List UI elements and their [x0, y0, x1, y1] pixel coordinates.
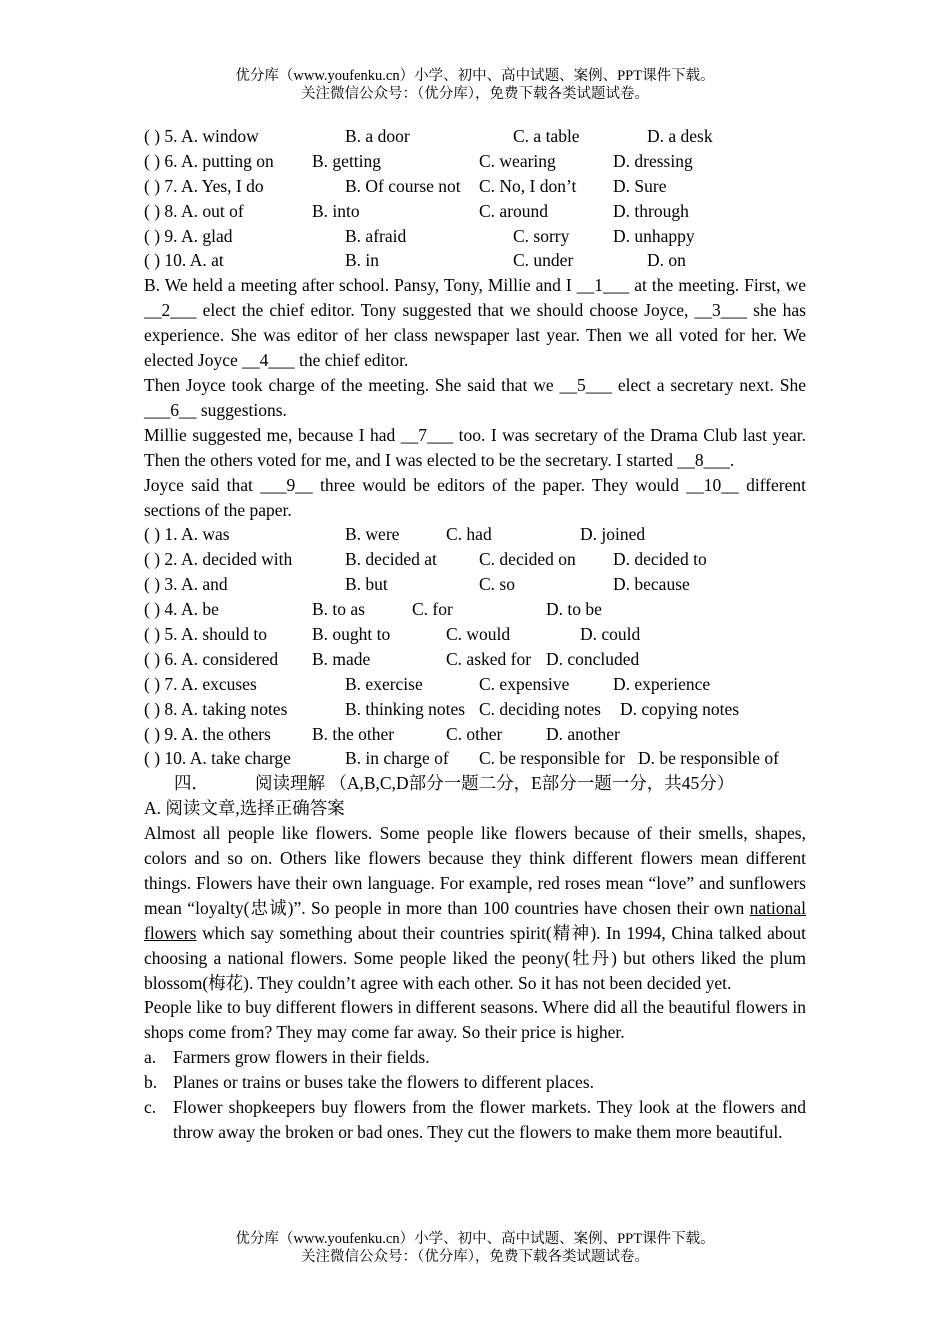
option-row: [144, 522, 806, 547]
question-option-a: ( ) 3. A. and: [144, 574, 228, 595]
option-row: [144, 199, 806, 224]
option-b: B. exercise: [345, 673, 423, 694]
list-marker: b.: [144, 1072, 158, 1093]
reading-a-paragraph-2: People like to buy different flowers in different seasons. Where did all the beautiful flowers in shops come from? They may come far away. So their price is higher.: [144, 997, 806, 1043]
footer-line-2: 关注微信公众号：（优分库），免费下载各类试题试卷。: [301, 1249, 649, 1265]
option-row: [144, 597, 806, 622]
list-item: [144, 1045, 806, 1070]
footer-line-1: 优分库（www.youfenku.cn）小学、初中、高中试题、案例、PPT课件下载。: [235, 1231, 715, 1247]
reading-a-p1-end: which say something about their countries spirit(精神). In 1994, China talked about choosing a national flowers. Some people liked the peony(牡丹) but others liked the plum blossom(梅花). They couldn’t agree with each other. So it has not been decided yet.: [144, 922, 806, 993]
question-option-a: ( ) 9. A. glad: [144, 225, 233, 246]
option-b: B. decided at: [345, 549, 437, 570]
option-b: B. the other: [312, 723, 395, 744]
option-b: B. Of course not: [345, 175, 461, 196]
option-d: D. experience: [613, 673, 711, 694]
option-d: D. through: [613, 200, 689, 221]
option-d: D. another: [546, 723, 620, 744]
section-number: 四．: [174, 773, 209, 794]
option-d: D. be responsible of: [638, 748, 779, 769]
option-row: [144, 647, 806, 672]
list-item: [144, 1070, 806, 1095]
option-d: D. because: [613, 574, 690, 595]
header-line-2: 关注微信公众号：（优分库），免费下载各类试题试卷。: [301, 86, 649, 102]
option-d: D. unhappy: [613, 225, 695, 246]
list-marker: c.: [144, 1097, 157, 1118]
page-footer: [0, 1230, 950, 1266]
option-c: C. No, I don’t: [479, 175, 577, 196]
option-c: C. would: [446, 623, 511, 644]
option-d: D. a desk: [647, 126, 713, 146]
list-text: Flower shopkeepers buy flowers from the flower markets. They look at the flowers and throw away the broken or bad ones. They cut the flowers to make them more beautiful.: [173, 1097, 806, 1142]
question-option-a: ( ) 10. A. at: [144, 250, 224, 271]
option-c: C. asked for: [446, 648, 532, 669]
cloze-b-paragraph-1: B. We held a meeting after school. Pansy, Tony, Millie and I __1___ at the meeting. First, we __2___ elect the chief editor. Tony suggested that we should choose Joyce, __3___ she has experience. She was editor of her class newspaper last year. Then we all voted for her. We elected Joyce __4___ the chief editor.: [144, 275, 806, 371]
header-line-1: 优分库（www.youfenku.cn）小学、初中、高中试题、案例、PPT课件下载。: [235, 68, 715, 84]
option-c: C. under: [513, 250, 574, 271]
question-option-a: ( ) 8. A. taking notes: [144, 698, 288, 719]
option-d: D. decided to: [613, 549, 707, 570]
question-option-a: ( ) 6. A. putting on: [144, 150, 274, 171]
option-row: [144, 672, 806, 697]
option-row: [144, 547, 806, 572]
underlined-national-flowers: national flowers: [144, 897, 806, 943]
option-c: C. around: [479, 200, 549, 221]
option-b: B. to as: [312, 599, 365, 620]
option-d: D. dressing: [613, 150, 693, 171]
list-text: Planes or trains or buses take the flowers to different places.: [173, 1072, 595, 1093]
option-b: B. afraid: [345, 225, 407, 246]
question-option-a: ( ) 8. A. out of: [144, 200, 244, 221]
question-option-a: ( ) 7. A. Yes, I do: [144, 175, 264, 196]
option-row: [144, 248, 806, 273]
question-option-a: ( ) 5. A. should to: [144, 623, 267, 644]
option-row: [144, 572, 806, 597]
question-option-a: ( ) 4. A. be: [144, 599, 219, 620]
option-c: C. wearing: [479, 150, 556, 171]
reading-a-heading: A. 阅读文章,选择正确答案: [144, 798, 345, 819]
reading-a-paragraph-1: [144, 821, 806, 995]
page-header: [0, 67, 950, 103]
question-option-a: ( ) 2. A. decided with: [144, 549, 293, 570]
option-c: C. had: [446, 524, 492, 545]
question-option-a: ( ) 1. A. was: [144, 524, 230, 545]
option-c: C. sorry: [513, 225, 570, 246]
part-b-options: [144, 522, 806, 771]
option-c: C. be responsible for: [479, 748, 625, 769]
option-row: [144, 124, 806, 149]
option-b: B. but: [345, 574, 388, 595]
option-b: B. made: [312, 648, 371, 669]
option-c: C. a table: [513, 126, 580, 146]
question-option-a: ( ) 6. A. considered: [144, 648, 279, 669]
option-c: C. deciding notes: [479, 698, 601, 719]
option-c: C. decided on: [479, 549, 576, 570]
option-d: D. Sure: [613, 175, 667, 196]
option-row: [144, 622, 806, 647]
option-row: [144, 697, 806, 722]
option-c: C. expensive: [479, 673, 570, 694]
option-b: B. into: [312, 200, 360, 221]
option-c: C. other: [446, 723, 503, 744]
option-d: D. concluded: [546, 648, 640, 669]
option-d: D. could: [580, 623, 641, 644]
cloze-b-paragraph-4: Joyce said that ___9__ three would be editors of the paper. They would __10__ different sections of the paper.: [144, 474, 806, 520]
option-b: B. in charge of: [345, 748, 449, 769]
reading-a-p1-start: Almost all people like flowers. Some people like flowers because of their smells, shapes, colors and so on. Others like flowers because they think different flowers mean different things. Flowers have their own language. For example, red roses mean “love” and sunflowers mean “loyalty(忠诚)”. So people in more than 100 countries have chosen their own: [144, 823, 806, 918]
page-body: [144, 124, 806, 1145]
section-title: 阅读理解 （A,B,C,D部分一题二分，E部分一题一分，共45分）: [255, 773, 735, 794]
option-row: [144, 149, 806, 174]
option-row: [144, 174, 806, 199]
question-option-a: ( ) 9. A. the others: [144, 723, 271, 744]
option-d: D. on: [647, 250, 686, 271]
option-b: B. a door: [345, 126, 410, 146]
question-option-a: ( ) 5. A. window: [144, 126, 259, 146]
option-c: C. so: [479, 574, 515, 595]
part-a-options: [144, 124, 806, 273]
option-d: D. copying notes: [620, 698, 740, 719]
question-option-a: ( ) 10. A. take charge: [144, 748, 291, 769]
option-b: B. thinking notes: [345, 698, 466, 719]
list-marker: a.: [144, 1047, 157, 1068]
option-row: [144, 746, 806, 771]
list-text: Farmers grow flowers in their fields.: [173, 1047, 430, 1068]
option-b: B. ought to: [312, 623, 391, 644]
list-item: [144, 1095, 806, 1145]
section-four-heading: [144, 771, 806, 796]
option-d: D. to be: [546, 599, 602, 620]
option-row: [144, 722, 806, 747]
cloze-b-paragraph-3: Millie suggested me, because I had __7___ too. I was secretary of the Drama Club last year. Then the others voted for me, and I was elected to be the secretary. I started __8___.: [144, 424, 806, 470]
question-option-a: ( ) 7. A. excuses: [144, 673, 257, 694]
option-c: C. for: [412, 599, 453, 620]
option-row: [144, 224, 806, 249]
option-b: B. getting: [312, 150, 382, 171]
option-d: D. joined: [580, 524, 646, 545]
option-b: B. in: [345, 250, 380, 271]
cloze-b-paragraph-2: Then Joyce took charge of the meeting. She said that we __5___ elect a secretary next. She ___6__ suggestions.: [144, 374, 806, 420]
option-b: B. were: [345, 524, 400, 545]
